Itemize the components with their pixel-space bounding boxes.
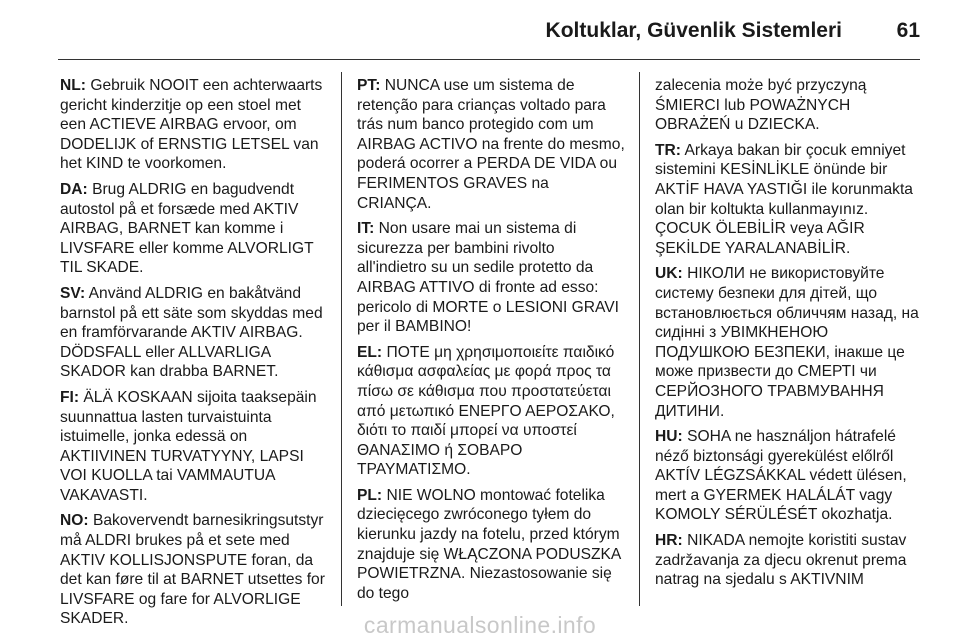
warning-text: Non usare mai un sistema di sicurezza per bambini rivolto all'indietro su un sedile protetto da AIRBAG ATTIVO di fronte ad esso: pericolo di MORTE o LESIONI GRAVI per il BAMBINO!	[357, 220, 620, 336]
warning-text: zalecenia może być przyczyną ŚMIERCI lub POWAŻNYCH OBRAŻEŃ u DZIECKA.	[655, 77, 867, 134]
language-code: FI:	[60, 388, 80, 406]
warning-text: Bakovervendt barnesikringsutstyr må ALDRI brukes på et sete med AKTIV KOLLISJONSPUTE foran, da det kan føre til at BARNET utsettes for LIVSFARE og fare for ALVORLIGE SKADER.	[60, 512, 325, 628]
column-divider	[341, 72, 342, 606]
warning-paragraph-pt	[357, 76, 627, 213]
warning-paragraph-pl-continued	[655, 76, 925, 135]
language-code: NL:	[60, 77, 86, 94]
watermark: carmanualsonline.info	[363, 612, 597, 638]
header-divider	[58, 59, 920, 60]
warning-text: Arkaya bakan bir çocuk emniyet sistemini KESİNLİKLE önünde bir AKTİF HAVA YASTIĞI ile korunmakta olan bir koltukta kullanmayınız. ÇOCUK ÖLEBİLİR veya AĞIR ŞEKİLDE YARALANABİLİR.	[655, 141, 913, 257]
warning-paragraph-nl	[60, 76, 328, 174]
warning-text: Använd ALDRIG en bakåtvänd barnstol på ett säte som skyddas med en framförvarande AKTIV AIRBAG. DÖDSFALL eller ALLVARLIGA SKADOR kan drabba BARNET.	[60, 284, 323, 381]
page-title: Koltuklar, Güvenlik Sistemleri	[545, 19, 842, 42]
text-column-2	[357, 76, 627, 609]
warning-paragraph-pl	[357, 486, 627, 604]
language-code: PT:	[357, 77, 381, 94]
warning-paragraph-hu	[655, 427, 925, 525]
warning-text: NIE WOLNO montować fotelika dziecięcego zwróconego tyłem do kierunku jazdy na fotelu, przed którym znajduje się WŁĄCZONA PODUSZKA POWIETRZNA. Niezastosowanie się do tego	[357, 486, 621, 602]
warning-text: ΠΟΤΕ μη χρησιμοποιείτε παιδικό κάθισμα ασφαλείας με φορά προς τα πίσω σε κάθισμα που προστατεύεται από μετωπικό ΕΝΕΡΓΟ ΑΕΡΟΣΑΚΟ, διότι το παιδί μπορεί να υποστεί ΘΑΝΑΣΙΜΟ ή ΣΟΒΑΡΟ ΤΡΑΥΜΑΤΙΣΜΟ.	[357, 343, 615, 479]
warning-text: НІКОЛИ не використовуйте систему безпеки для дітей, що встановлюється обличчям назад, на сидінні з УВІМКНЕНОЮ ПОДУШКОЮ БЕЗПЕКИ, інакше це може призвести до СМЕРТІ чи СЕРЙОЗНОГО ТРАВМУВАННЯ ДИТИНИ.	[655, 265, 919, 420]
warning-text: Brug ALDRIG en bagudvendt autostol på et forsæde med AKTIV AIRBAG, BARNET kan komme i LIVSFARE eller komme ALVORLIGT TIL SKADE.	[60, 180, 314, 277]
column-divider	[639, 72, 640, 606]
language-code: TR:	[655, 141, 681, 159]
warning-text: Gebruik NOOIT een achterwaarts gericht kinderzitje op een stoel met een ACTIEVE AIRBAG ervoor, om DODELIJK of ERNSTIG LETSEL van het KIND te voorkomen.	[60, 77, 323, 173]
warning-text: NUNCA use um sistema de retenção para crianças voltado para trás num banco protegido com um AIRBAG ACTIVO na frente do mesmo, poderá ocorrer a PERDA DE VIDA ou FERIMENTOS GRAVES na CRIANÇA.	[357, 77, 625, 212]
warning-text: SOHA ne használjon hátrafelé néző biztonsági gyerekülést előlről AKTÍV LÉGZSÁKKAL védett ülésen, mert a GYERMEK HALÁLÁT vagy KOMOLY SÉRÜLÉSÉT okozhatja.	[655, 428, 907, 524]
language-code: EL:	[357, 343, 383, 361]
language-code: PL:	[357, 486, 383, 504]
language-code: SV:	[60, 284, 86, 302]
language-code: IT:	[357, 220, 375, 238]
language-code: HR:	[655, 532, 683, 550]
warning-paragraph-it	[357, 219, 627, 337]
warning-paragraph-tr	[655, 141, 925, 259]
warning-paragraph-sv	[60, 284, 328, 382]
warning-paragraph-hr	[655, 531, 925, 590]
language-code: DA:	[60, 180, 88, 198]
warning-paragraph-fi	[60, 388, 328, 506]
language-code: NO:	[60, 512, 89, 530]
language-code: UK:	[655, 265, 683, 283]
warning-paragraph-uk	[655, 264, 925, 421]
text-column-3	[655, 76, 925, 596]
warning-text: ÄLÄ KOSKAAN sijoita taaksepäin suunnattua lasten turvaistuinta istuimelle, jonka edessä on AKTIIVINEN TURVATYYNY, LAPSI VOI KUOLLA tai VAMMAUTUA VAKAVASTI.	[60, 388, 317, 504]
page-header	[0, 0, 960, 62]
warning-text: NIKADA nemojte koristiti sustav zadržavanja za djecu okrenut prema natrag na sjedalu s AKTIVNIM	[655, 532, 907, 589]
warning-paragraph-da	[60, 180, 328, 278]
language-code: HU:	[655, 428, 683, 446]
warning-paragraph-el	[357, 343, 627, 480]
text-column-1	[60, 76, 328, 635]
page-number: 61	[896, 19, 920, 42]
